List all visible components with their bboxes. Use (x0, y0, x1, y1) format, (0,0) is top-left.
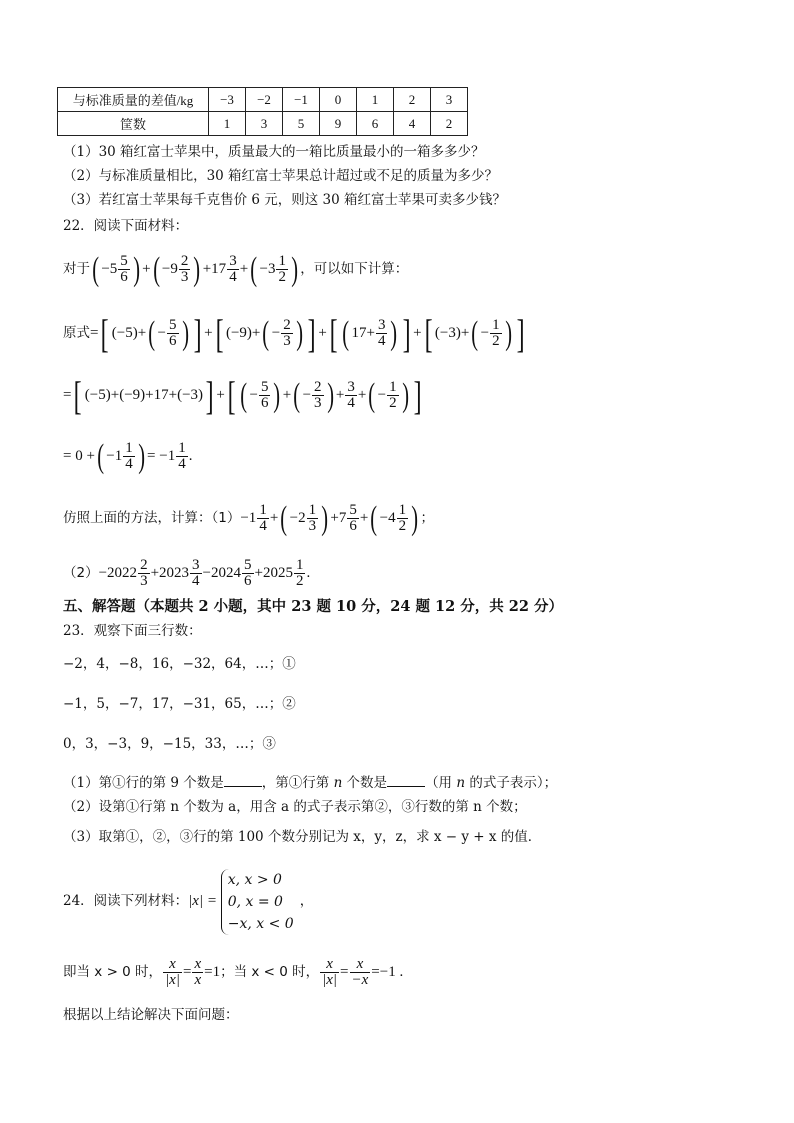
q21-part3: （3）若红富士苹果每千克售价 6 元，则这 30 箱红富士苹果可卖多少钱？ (63, 192, 507, 208)
table-cell: −1 (283, 88, 320, 112)
q22-task2-prefix: （2） (63, 565, 99, 581)
q22-intro-suffix: ，可以如下计算： (300, 261, 409, 277)
table-cell: 4 (394, 112, 431, 136)
case-zero: 0, x = 0 (227, 893, 283, 910)
q22-yuanshi-label: 原式 (63, 325, 90, 341)
q22-result-a: = 0 + (63, 448, 95, 464)
q22-step1: 原式=[ (−5)+( − $\frac{5}{6}$ ) ] +[ (−9)+( − $\frac{2}{3}$ ) ] +[ ( 17+ $\frac{3}{4}$ ) ] +[ (−3)+( − $\frac{1}{2}$ ) ] (63, 310, 525, 356)
table-cell: 3 (246, 112, 283, 136)
q22-step3: = 0 +( −1 $\frac{1}{4}$ ) = −1 $\frac{1}{4}$ . (63, 437, 193, 475)
table-header-cell: 与标准质量的差值/kg (58, 88, 209, 112)
q21-part2: （2）与标准质量相比，30 箱红富士苹果总计超过或不足的质量为多少？ (63, 168, 499, 184)
table-header-cell: 筐数 (58, 112, 209, 136)
q24-conclusion: 根据以上结论解决下面问题： (63, 1007, 239, 1023)
q24-definition: 24．阅读下列材料：|x| = x, x > 0 0, x = 0 −x, x < 0 ， (63, 866, 313, 936)
q23-row3: 0，3，−3，9，−15，33，…；③ (63, 736, 276, 752)
table-cell: 1 (357, 88, 394, 112)
q23-row1: −2，4，−8，16，−32，64，…；① (63, 656, 296, 672)
q22-task1: 仿照上面的方法，计算：（1）−1 $\frac{1}{4}$ +( −2 $\frac{1}{3}$ ) +7 $\frac{5}{6}$ +( −4 $\frac{1}{2}$ ) ； (63, 499, 434, 537)
answer-blank (224, 772, 262, 787)
table-cell: 9 (320, 112, 357, 136)
q23-part1-text-a: （1）第①行的第 9 个数是 (63, 775, 224, 791)
q24-line2: 即当 x > 0 时， $\frac{x}{|x|}$ = $\frac{x}{x}$ =1；当 x < 0 时， $\frac{x}{|x|}$ = $\frac{x}{-x}$ =−1 . (63, 956, 404, 989)
q22-title: 22．阅读下面材料： (63, 218, 189, 234)
table-row (58, 112, 468, 136)
answer-blank (387, 772, 425, 787)
table-cell: −3 (209, 88, 246, 112)
table-cell: 2 (394, 88, 431, 112)
q23-part1: （1）第①行的第 9 个数是 ，第①行第 n 个数是 （用 n 的式子表示）； (63, 772, 557, 793)
table-cell: 2 (431, 112, 468, 136)
q22-step2: =[ (−5)+(−9)+17+(−3)] +[ ( − $\frac{5}{6}$ ) +( − $\frac{2}{3}$ ) + $\frac{3}{4}$ +( − $\frac{1}{2}$ ) ] (63, 372, 422, 418)
q23-title: 23．观察下面三行数： (63, 623, 202, 639)
apple-weight-table (57, 87, 468, 136)
q21-part1: （1）30 箱红富士苹果中，质量最大的一箱比质量最小的一箱多多少？ (63, 144, 485, 160)
q23-part1-text-e: 的式子表示）； (465, 775, 558, 791)
table-cell: 6 (357, 112, 394, 136)
table-cell: 3 (431, 88, 468, 112)
q22-intro-prefix: 对于 (63, 261, 90, 277)
q22-result-b: = −1 (147, 448, 176, 464)
case-negative: −x, x < 0 (227, 915, 294, 932)
q23-part1-text-b: ，第①行第 (261, 775, 334, 791)
section-heading: 五、解答题（本题共 2 小题，其中 23 题 10 分，24 题 12 分，共 22 分） (63, 598, 564, 615)
case-positive: x, x > 0 (227, 871, 282, 888)
table-cell: 1 (209, 112, 246, 136)
table-cell: 0 (320, 88, 357, 112)
q22-task-prefix: 仿照上面的方法，计算：（1） (63, 510, 241, 526)
table-cell: −2 (246, 88, 283, 112)
q22-task2: （2）−2022 $\frac{2}{3}$ +2023 $\frac{3}{4}$ −2024 $\frac{5}{6}$ +2025 $\frac{1}{2}$ . (63, 557, 311, 590)
q24-title: 24．阅读下列材料： (63, 893, 189, 909)
q23-part3: （3）取第①，②，③行的第 100 个数分别记为 x，y，z，求 x − y + x 的值． (63, 829, 542, 845)
q24-line2-b: ；当 x < 0 时， (220, 964, 320, 980)
q23-part1-text-c: 个数是 (342, 775, 388, 791)
q23-row2: −1，5，−7，17，−31，65，…；② (63, 696, 296, 712)
q23-part1-text-d: （用 (425, 775, 457, 791)
abs-value-cases (221, 869, 294, 935)
table-cell: 5 (283, 112, 320, 136)
q22-intro-expression: 对于( −5 $\frac{5}{6}$ ) +( −9 $\frac{2}{3}$ ) +17 $\frac{3}{4}$ +( −3 $\frac{1}{2}$ ) ，可以如下计算： (63, 250, 409, 288)
table-row (58, 88, 468, 112)
q24-line2-a: 即当 x > 0 时， (63, 964, 163, 980)
q23-part2: （2）设第①行第 n 个数为 a，用含 a 的式子表示第②，③行数的第 n 个数； (63, 799, 527, 815)
